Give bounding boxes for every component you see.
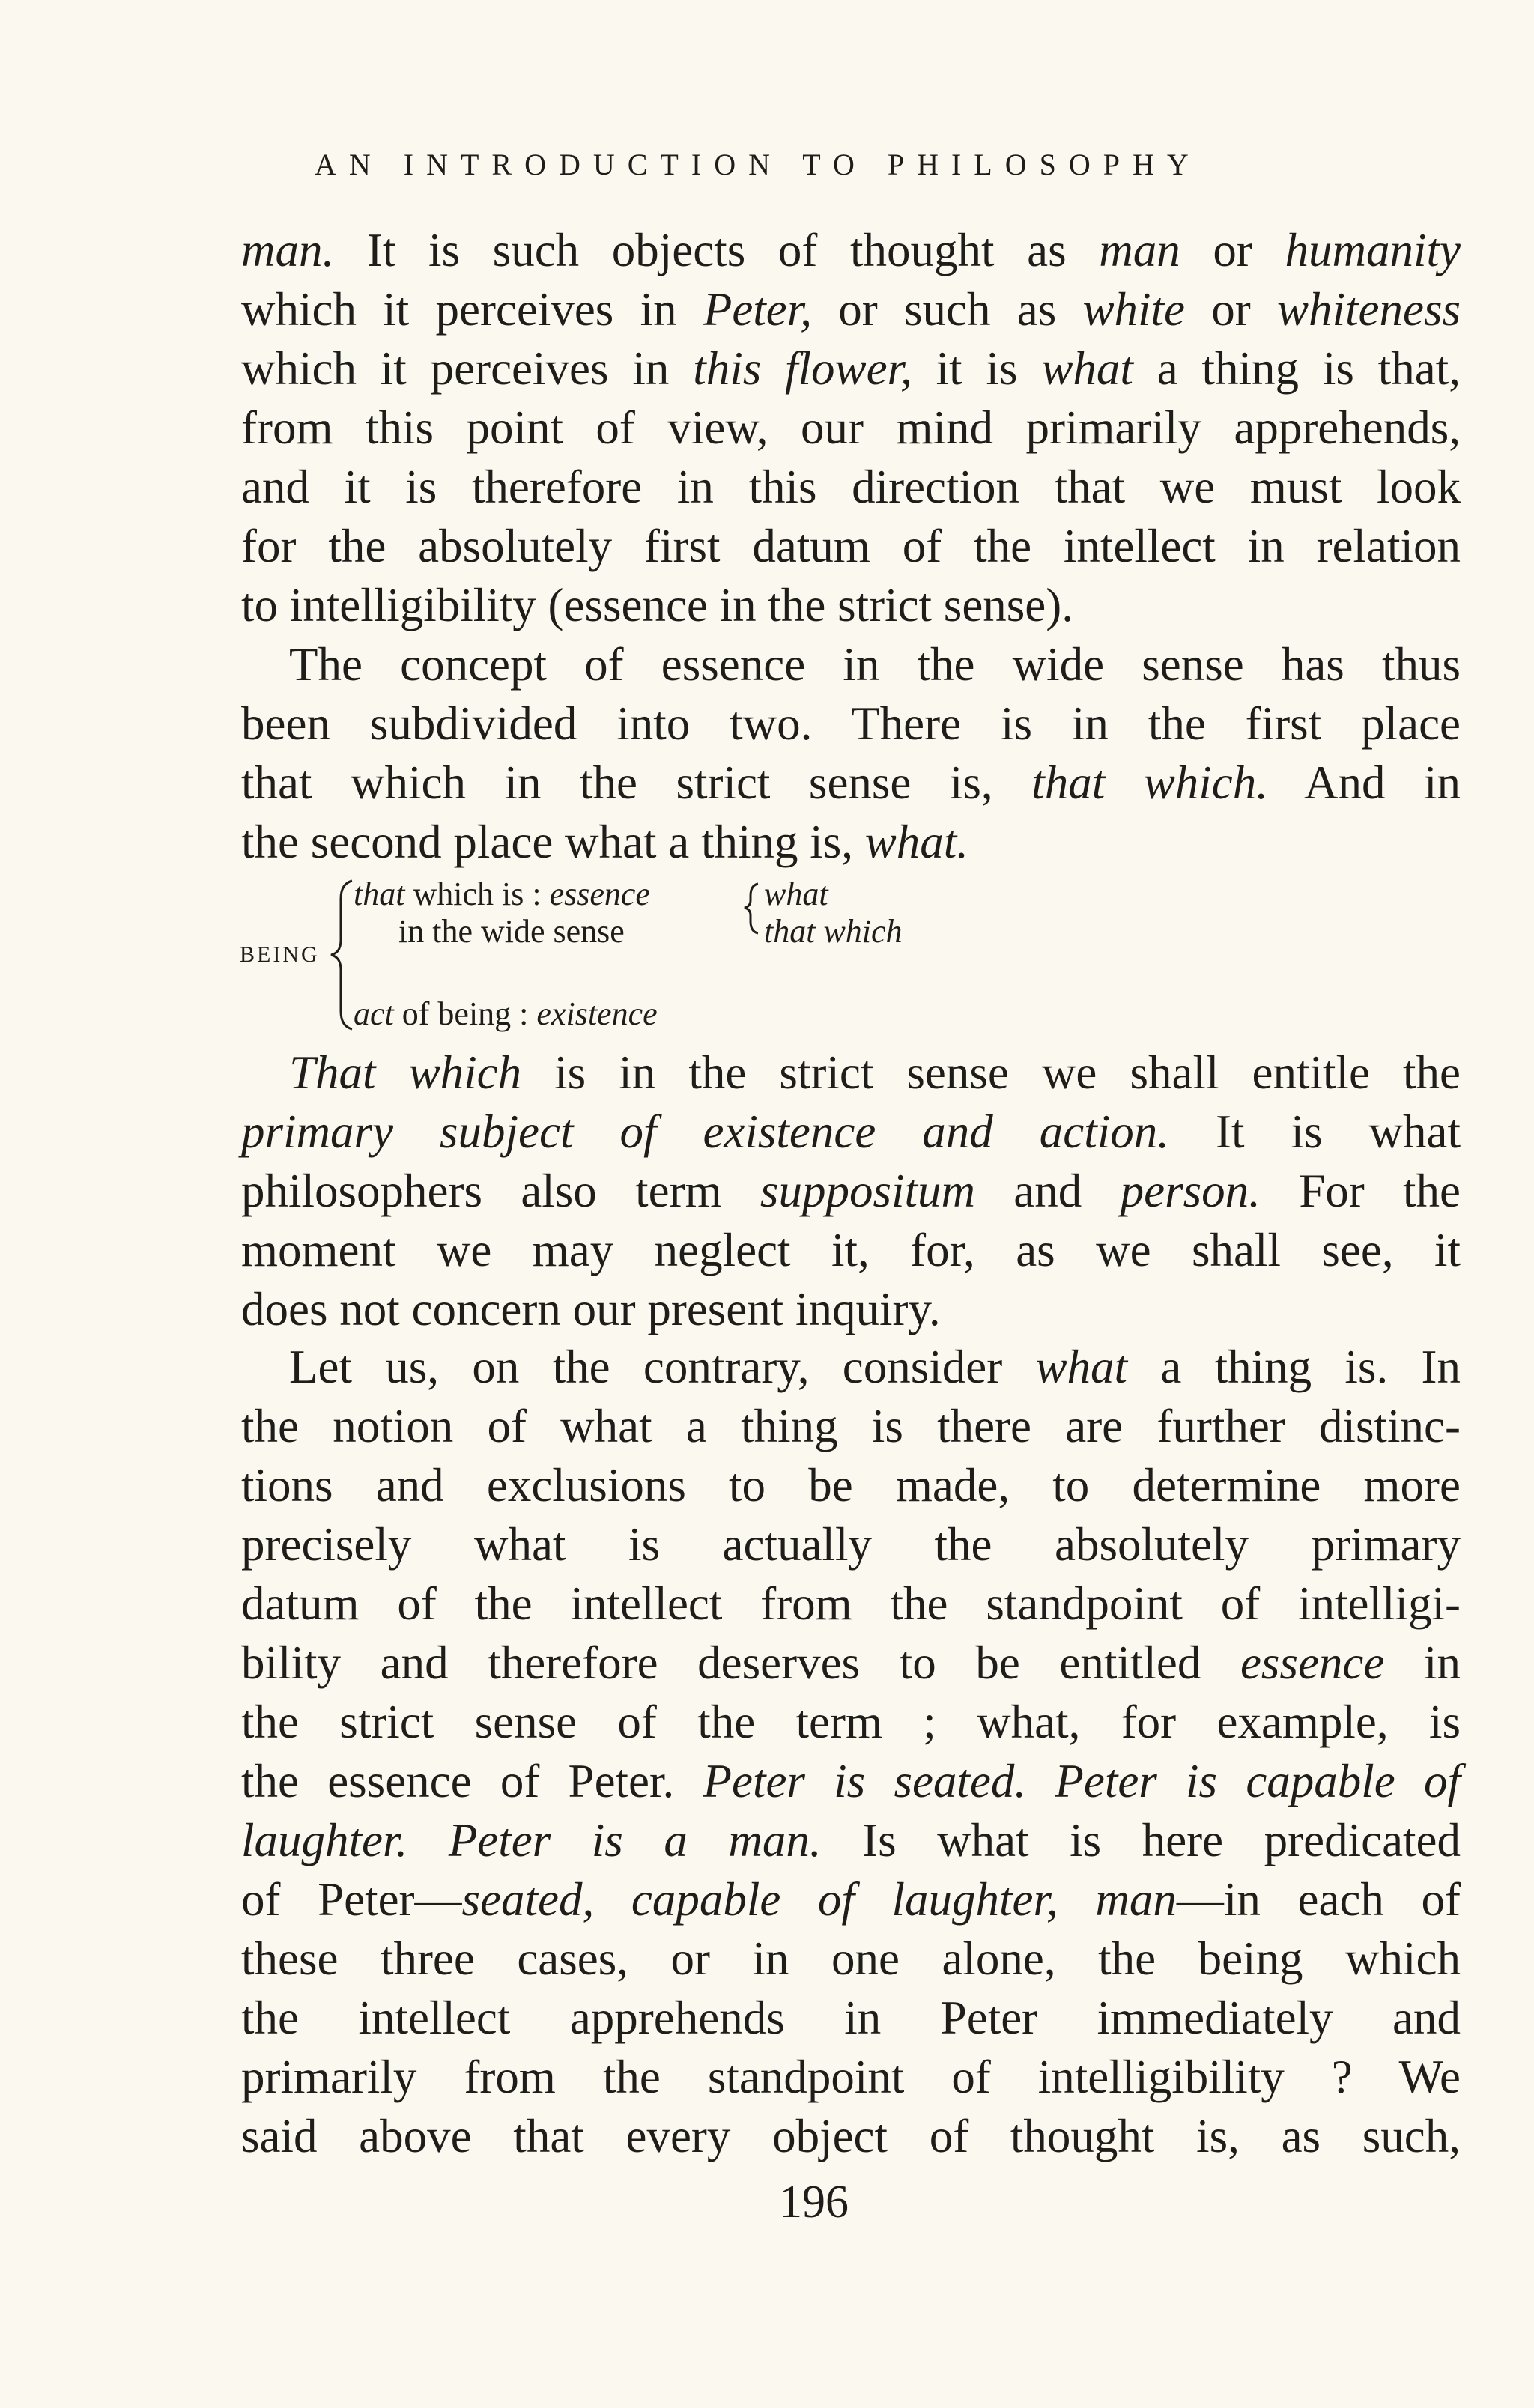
italic-term: primary subject of existence and action.: [241, 1106, 1170, 1158]
text-line: which it perceives in Peter, or such as white or whiteness: [241, 283, 1461, 336]
text-line: the second place what a thing is, what.: [241, 816, 969, 868]
page-number: 196: [779, 2177, 849, 2227]
text-line: does not concern our present inquiry.: [241, 1283, 941, 1335]
italic-term: essence: [1240, 1637, 1385, 1689]
text-line: these three cases, or in one alone, the being which: [241, 1932, 1461, 1985]
text-line: that which in the strict sense is, that which. And in: [241, 756, 1461, 809]
italic-term: Peter is a man.: [448, 1814, 822, 1866]
existence-branch: act of being : existence: [354, 995, 658, 1032]
text-line: The concept of essence in the wide sense has thus: [289, 638, 1461, 691]
essence-subdivision-that-which: that which: [764, 913, 903, 950]
essence-branch-line-2: in the wide sense: [398, 913, 625, 950]
text-line: to intelligibility (essence in the strict sense).: [241, 579, 1073, 631]
text-line: said above that every object of thought is, as such,: [241, 2110, 1461, 2162]
italic-term: Peter is capable of: [1055, 1755, 1461, 1807]
italic-term: Peter is seated.: [703, 1755, 1027, 1807]
text-line: bility and therefore deserves to be entitled essence in: [241, 1637, 1461, 1689]
text-line: for the absolutely first datum of the intellect in relation: [241, 520, 1461, 572]
italic-term: person.: [1120, 1165, 1261, 1217]
text-line: the essence of Peter. Peter is seated. Peter is capable of: [241, 1755, 1461, 1807]
text-line: philosophers also term suppositum and person. For the: [241, 1165, 1461, 1217]
text-line: moment we may neglect it, for, as we shall see, it: [241, 1224, 1461, 1276]
text-line: the intellect apprehends in Peter immediately and: [241, 1992, 1461, 2044]
text-line: That which is in the strict sense we shall entitle the: [289, 1046, 1461, 1099]
text-line: primary subject of existence and action. It is what: [241, 1106, 1461, 1158]
text-line: and it is therefore in this direction that we must look: [241, 461, 1461, 513]
italic-term: man: [1099, 224, 1180, 276]
italic-term: what: [1035, 1341, 1128, 1393]
text-line: the strict sense of the term ; what, for example, is: [241, 1696, 1461, 1748]
italic-term: seated,: [461, 1873, 595, 1926]
italic-term: That which: [289, 1046, 522, 1099]
being-diagram: [240, 869, 989, 1041]
italic-term: laughter.: [241, 1814, 408, 1866]
italic-term: Peter,: [703, 283, 813, 336]
italic-term: man.: [241, 224, 335, 276]
essence-subdivision-what: what: [764, 876, 828, 912]
italic-term: whiteness: [1277, 283, 1461, 336]
text-line: Let us, on the contrary, consider what a thing is. In: [289, 1341, 1461, 1393]
paragraph-4: [241, 1338, 1461, 2166]
text-line: tions and exclusions to be made, to determine more: [241, 1459, 1461, 1511]
italic-term: man: [1095, 1873, 1177, 1926]
text-line: from this point of view, our mind primarily apprehends,: [241, 401, 1461, 454]
text-line: datum of the intellect from the standpoint of intelligi-: [241, 1577, 1461, 1630]
italic-term: this flower,: [693, 342, 912, 395]
text-line: of Peter—seated, capable of laughter, man—in each of: [241, 1873, 1461, 1926]
essence-branch-line-1: that which is : essence: [354, 876, 650, 912]
paragraph-1: [241, 221, 1461, 635]
text-line: been subdivided into two. There is in the first place: [241, 697, 1461, 750]
essence-brace: [745, 884, 758, 933]
italic-term: what: [1041, 342, 1133, 395]
italic-term: humanity: [1285, 224, 1461, 276]
italic-term: what.: [864, 816, 969, 868]
diagram-root-label: BEING: [240, 942, 320, 967]
italic-term: white: [1082, 283, 1185, 336]
italic-term: that which.: [1031, 756, 1268, 809]
italic-term: capable of laughter,: [631, 1873, 1058, 1926]
text-line: primarily from the standpoint of intelligibility ? We: [241, 2051, 1461, 2103]
text-line: man. It is such objects of thought as man or humanity: [241, 224, 1461, 276]
text-line: precisely what is actually the absolutely primary: [241, 1518, 1461, 1571]
paragraph-3: [241, 1043, 1461, 1339]
italic-term: suppositum: [760, 1165, 975, 1217]
text-line: the notion of what a thing is there are further distinc-: [241, 1400, 1461, 1452]
text-line: laughter. Peter is a man. Is what is here predicated: [241, 1814, 1461, 1866]
text-line: which it perceives in this flower, it is what a thing is that,: [241, 342, 1461, 395]
paragraph-2: [241, 635, 1461, 872]
being-brace: [331, 881, 352, 1029]
running-head: AN INTRODUCTION TO PHILOSOPHY: [315, 148, 1201, 181]
